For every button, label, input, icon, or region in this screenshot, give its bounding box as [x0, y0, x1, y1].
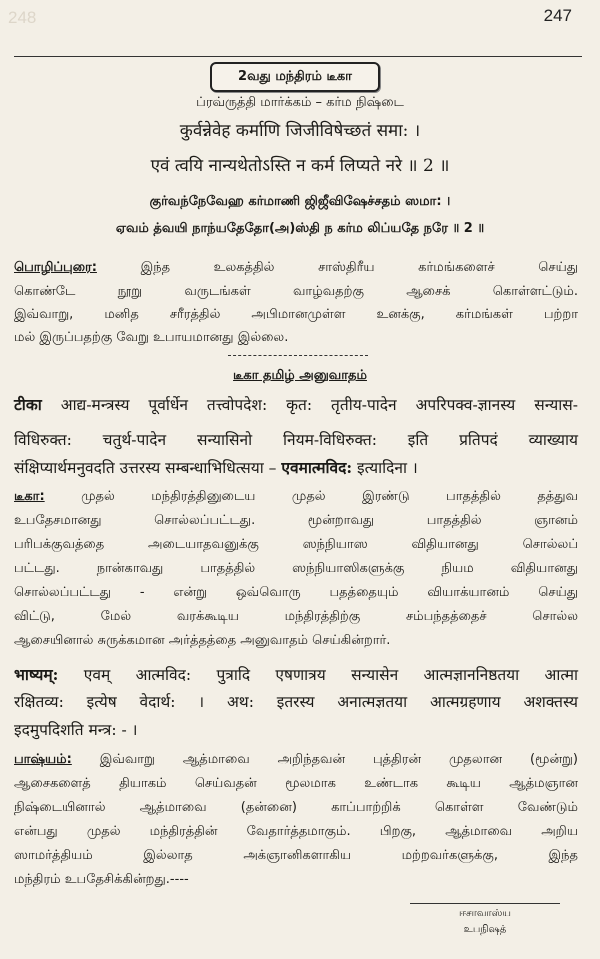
bhashya-sanskrit-line-2: रक्षितव्य: इत्येष वेदार्थ: । अथ: इतरस्य अनात्मज्ञतया आत्मग्रहणाय अशक्तस्य: [14, 693, 578, 711]
bhashya-tamil-line-5: ஸாமர்த்தியம் இல்லாத அக்ஞானிகளாகிய மற்றவர்களுக்கு, இந்த: [14, 848, 578, 863]
bhashya-tamil-line-3: நிஷ்டையினால் ஆத்மாவை (தன்னை) காப்பாற்றிக் கொள்ள வேண்டும்: [14, 800, 578, 815]
footer-title-1: ஈசாவாஸ்ய: [459, 908, 511, 919]
tika-tamil-line-4: பட்டது. நான்காவது பாதத்தில் ஸந்நியாஸிகளுக்கு நியம விதியானது: [14, 561, 578, 576]
tika-sanskrit-bold-term: एवमात्मविद:: [281, 458, 353, 477]
bhashya-tamil-line-1: [14, 752, 578, 768]
tika-sanskrit-line-1: [14, 393, 578, 415]
tika-sanskrit-label: टीका: [14, 395, 42, 414]
bleed-page-number: 248: [8, 8, 37, 27]
top-rule: [14, 56, 582, 57]
meaning-text-1: இந்த உலகத்தில் சாஸ்திரீய கர்மங்களைச் செய்து: [140, 260, 579, 275]
tika-sanskrit-text-3-end: इत्यादिना ।: [357, 459, 418, 477]
tika-tamil-line-2: உபதேசமானது சொல்லப்பட்டது. மூன்றாவது பாதத்தில் ஞானம்: [14, 513, 578, 528]
tika-tamil-line-6: விட்டு, மேல் வரக்கூடிய மந்திரத்திற்கு சம்பந்தத்தைச் சொல்ல: [14, 609, 578, 624]
tika-tamil-text-1: முதல் மந்திரத்தினுடைய முதல் இரண்டு பாதத்தில் தத்துவ: [81, 489, 578, 504]
bhashya-tamil-label: பாஷ்யம்:: [14, 752, 72, 767]
meaning-line-2: கொண்டே நூறு வருடங்கள் வாழ்வதற்கு ஆசைக் கொள்ளட்டும்.: [14, 284, 578, 299]
transliteration-line-1: குர்வந்நேவேஹ கர்மாணி ஜிஜீவிஷேச்சதம் ஸமா: ।: [149, 194, 451, 209]
tika-sanskrit-line-3: [14, 456, 578, 478]
tika-sanskrit-text-3: संक्षिप्यार्थमनुवदति उत्तरस्य सम्बन्धाभिधित्सया –: [14, 459, 277, 477]
section-divider: [228, 355, 368, 356]
bhashya-sanskrit-line-1: [14, 663, 578, 685]
footer-title-2: உபநிஷத்: [463, 924, 507, 935]
footer-rule: [410, 903, 560, 904]
tika-sanskrit-line-2: विधिरुक्त: चतुर्थ-पादेन सन्यासिनो नियम-विधिरुक्त: इति प्रतिपदं व्याख्याय: [14, 431, 578, 449]
tika-tamil-label: டீகா:: [14, 489, 45, 504]
bhashya-sanskrit-label: भाष्यम्:: [14, 665, 59, 684]
tika-tamil-line-3: பரிபக்குவத்தை அடையாதவனுக்கு ஸந்நியாஸ விதியானது சொல்லப்: [14, 537, 578, 552]
bhashya-tamil-line-4: என்பது முதல் மந்திரத்தின் வேதார்த்தமாகும். பிறகு, ஆத்மாவை அறிய: [14, 824, 578, 839]
tika-tamil-line-7: ஆசையினால் சுருக்கமான அர்த்தத்தை அனுவாதம் செய்கின்றார்.: [14, 633, 391, 648]
bhashya-tamil-text-1: இவ்வாறு ஆத்மாவை அறிந்தவன் புத்திரன் முதலான (மூன்று): [99, 752, 578, 767]
sloka-line-1: कुर्वन्नेवेह कर्माणि जिजीविषेच्छतं समा: ।: [179, 121, 421, 141]
bhashya-tamil-line-6: மந்திரம் உபதேசிக்கின்றது.----: [14, 872, 189, 887]
meaning-line-1: [14, 260, 578, 276]
sub-heading: ப்ரவ்ருத்தி மார்க்கம் – கர்ம நிஷ்டை: [196, 95, 404, 110]
tika-heading: டீகா தமிழ் அனுவாதம்: [233, 368, 367, 383]
tika-tamil-line-1: [14, 489, 578, 505]
section-title-box: 2வது மந்திரம் டீகா: [210, 62, 380, 92]
meaning-line-4: மல் இருப்பதற்கு வேறு உபாயமானது இல்லை.: [14, 330, 289, 345]
page-number: 247: [543, 6, 572, 25]
meaning-line-3: இவ்வாறு, மனித சரீரத்தில் அபிமானமுள்ள உனக்கு, கர்மங்கள் பற்றா: [14, 307, 578, 322]
bhashya-sanskrit-text-1: एवम् आत्मविद: पुत्रादि एषणात्रय सन्यासेन आत्मज्ञाननिष्ठतया आत्मा: [83, 666, 578, 684]
bhashya-sanskrit-line-3: इदमुपदिशति मन्त्र: - ।: [14, 721, 138, 739]
transliteration-line-2: ஏவம் த்வயி நாந்யதேதோ(அ)ஸ்தி ந கர்ம லிப்யதே நரே ॥ 2 ॥: [115, 221, 485, 236]
bhashya-tamil-line-2: ஆசைகளைத் தியாகம் செய்வதன் மூலமாக உண்டாக கூடிய ஆத்மஞான: [14, 776, 578, 791]
tika-sanskrit-text-1: आद्य-मन्त्रस्य पूर्वार्धेन तत्त्वोपदेश: कृत: तृतीय-पादेन अपरिपक्व-ज्ञानस्य सन्यास-: [60, 396, 578, 414]
sloka-line-2: एवं त्वयि नान्यथेतोऽस्ति न कर्म लिप्यते नरे ॥ 2 ॥: [150, 156, 450, 176]
tika-tamil-line-5: சொல்லப்பட்டது - என்று ஒவ்வொரு பதத்தையும் வியாக்யானம் செய்து: [14, 585, 578, 600]
meaning-label: பொழிப்புரை:: [14, 260, 97, 275]
